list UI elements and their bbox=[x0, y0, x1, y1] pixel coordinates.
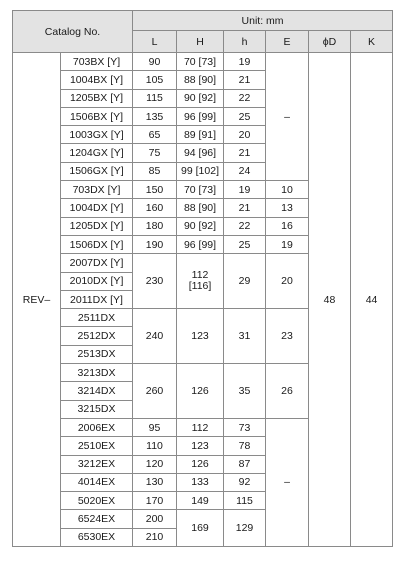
model-cell: 1205BX [Y] bbox=[61, 89, 133, 107]
unit-label: Unit: mm bbox=[133, 11, 393, 31]
d-cell: 48 bbox=[309, 53, 351, 547]
l-cell: 75 bbox=[133, 144, 177, 162]
model-cell: 703BX [Y] bbox=[61, 53, 133, 71]
h-upper-cell: 90 [92] bbox=[177, 89, 224, 107]
h-upper-main: 112 bbox=[191, 269, 209, 282]
l-cell-group: 230 bbox=[133, 254, 177, 309]
model-cell: 1004DX [Y] bbox=[61, 199, 133, 217]
l-cell: 90 bbox=[133, 53, 177, 71]
h-lower-cell: 73 bbox=[224, 418, 266, 436]
h-upper-cell-group bbox=[177, 254, 224, 309]
e-cell: 13 bbox=[266, 199, 309, 217]
model-cell: 6530EX bbox=[61, 528, 133, 546]
model-cell: 3215DX bbox=[61, 400, 133, 418]
col-header-L: L bbox=[133, 31, 177, 53]
model-cell: 3214DX bbox=[61, 382, 133, 400]
model-cell: 1003GX [Y] bbox=[61, 126, 133, 144]
model-cell: 2007DX [Y] bbox=[61, 254, 133, 272]
series-label: REV– bbox=[13, 53, 61, 547]
h-lower-cell: 87 bbox=[224, 455, 266, 473]
h-upper-cell-group: 169 bbox=[177, 510, 224, 547]
catalog-no-header: Catalog No. bbox=[13, 11, 133, 53]
model-cell: 2010DX [Y] bbox=[61, 272, 133, 290]
h-upper-cell: 88 [90] bbox=[177, 71, 224, 89]
h-upper-cell-group: 126 bbox=[177, 364, 224, 419]
h-upper-cell: 70 [73] bbox=[177, 53, 224, 71]
l-cell: 170 bbox=[133, 492, 177, 510]
l-cell: 150 bbox=[133, 181, 177, 199]
h-upper-cell: 133 bbox=[177, 473, 224, 491]
col-header-h: h bbox=[224, 31, 266, 53]
model-cell: 2510EX bbox=[61, 437, 133, 455]
k-cell: 44 bbox=[351, 53, 393, 547]
l-cell: 115 bbox=[133, 89, 177, 107]
h-upper-cell: 112 bbox=[177, 418, 224, 436]
l-cell: 160 bbox=[133, 199, 177, 217]
h-lower-cell: 25 bbox=[224, 235, 266, 253]
e-cell-group: 23 bbox=[266, 309, 309, 364]
h-upper-cell: 89 [91] bbox=[177, 126, 224, 144]
h-lower-cell: 20 bbox=[224, 126, 266, 144]
h-upper-cell: 123 bbox=[177, 437, 224, 455]
dimensions-table bbox=[12, 10, 393, 547]
h-upper-cell: 149 bbox=[177, 492, 224, 510]
h-lower-cell: 92 bbox=[224, 473, 266, 491]
model-cell: 1004BX [Y] bbox=[61, 71, 133, 89]
model-cell: 1506GX [Y] bbox=[61, 162, 133, 180]
h-upper-cell: 99 [102] bbox=[177, 162, 224, 180]
h-lower-cell: 19 bbox=[224, 181, 266, 199]
model-cell: 6524EX bbox=[61, 510, 133, 528]
l-cell: 200 bbox=[133, 510, 177, 528]
model-cell: 2512DX bbox=[61, 327, 133, 345]
l-cell: 110 bbox=[133, 437, 177, 455]
h-lower-cell: 21 bbox=[224, 71, 266, 89]
h-upper-alt: [116] bbox=[188, 280, 212, 293]
h-lower-cell-group: 35 bbox=[224, 364, 266, 419]
model-cell: 2006EX bbox=[61, 418, 133, 436]
model-cell: 1506DX [Y] bbox=[61, 235, 133, 253]
l-cell: 95 bbox=[133, 418, 177, 436]
h-lower-cell: 22 bbox=[224, 89, 266, 107]
model-cell: 3213DX bbox=[61, 364, 133, 382]
e-cell: 10 bbox=[266, 181, 309, 199]
l-cell: 105 bbox=[133, 71, 177, 89]
e-cell: 19 bbox=[266, 235, 309, 253]
col-header-E: E bbox=[266, 31, 309, 53]
h-upper-cell: 94 [96] bbox=[177, 144, 224, 162]
h-lower-cell: 24 bbox=[224, 162, 266, 180]
col-header-K: K bbox=[351, 31, 393, 53]
h-lower-cell: 21 bbox=[224, 199, 266, 217]
h-upper-cell: 88 [90] bbox=[177, 199, 224, 217]
l-cell: 65 bbox=[133, 126, 177, 144]
l-cell: 120 bbox=[133, 455, 177, 473]
h-upper-cell: 90 [92] bbox=[177, 217, 224, 235]
col-header-D: ϕD bbox=[309, 31, 351, 53]
h-lower-cell: 78 bbox=[224, 437, 266, 455]
l-cell-group: 240 bbox=[133, 309, 177, 364]
h-lower-cell: 21 bbox=[224, 144, 266, 162]
model-cell: 2511DX bbox=[61, 309, 133, 327]
h-upper-cell: 96 [99] bbox=[177, 107, 224, 125]
l-cell: 180 bbox=[133, 217, 177, 235]
l-cell-group: 260 bbox=[133, 364, 177, 419]
h-upper-cell: 126 bbox=[177, 455, 224, 473]
h-lower-cell: 19 bbox=[224, 53, 266, 71]
model-cell: 2011DX [Y] bbox=[61, 290, 133, 308]
h-upper-cell-group: 123 bbox=[177, 309, 224, 364]
e-cell-bx-gx: – bbox=[266, 53, 309, 181]
l-cell: 190 bbox=[133, 235, 177, 253]
model-cell: 1205DX [Y] bbox=[61, 217, 133, 235]
model-cell: 4014EX bbox=[61, 473, 133, 491]
l-cell: 135 bbox=[133, 107, 177, 125]
h-lower-cell-group: 31 bbox=[224, 309, 266, 364]
e-cell-group: 26 bbox=[266, 364, 309, 419]
model-cell: 3212EX bbox=[61, 455, 133, 473]
e-cell: 16 bbox=[266, 217, 309, 235]
e-cell-ex: – bbox=[266, 418, 309, 546]
table-row bbox=[13, 53, 393, 71]
h-upper-cell: 70 [73] bbox=[177, 181, 224, 199]
h-lower-cell-group: 129 bbox=[224, 510, 266, 547]
l-cell: 130 bbox=[133, 473, 177, 491]
l-cell: 85 bbox=[133, 162, 177, 180]
h-lower-cell: 25 bbox=[224, 107, 266, 125]
model-cell: 5020EX bbox=[61, 492, 133, 510]
model-cell: 2513DX bbox=[61, 345, 133, 363]
h-lower-cell: 115 bbox=[224, 492, 266, 510]
model-cell: 1506BX [Y] bbox=[61, 107, 133, 125]
l-cell: 210 bbox=[133, 528, 177, 546]
model-cell: 703DX [Y] bbox=[61, 181, 133, 199]
e-cell-group: 20 bbox=[266, 254, 309, 309]
h-lower-cell-group: 29 bbox=[224, 254, 266, 309]
model-cell: 1204GX [Y] bbox=[61, 144, 133, 162]
h-lower-cell: 22 bbox=[224, 217, 266, 235]
col-header-H: H bbox=[177, 31, 224, 53]
h-upper-cell: 96 [99] bbox=[177, 235, 224, 253]
